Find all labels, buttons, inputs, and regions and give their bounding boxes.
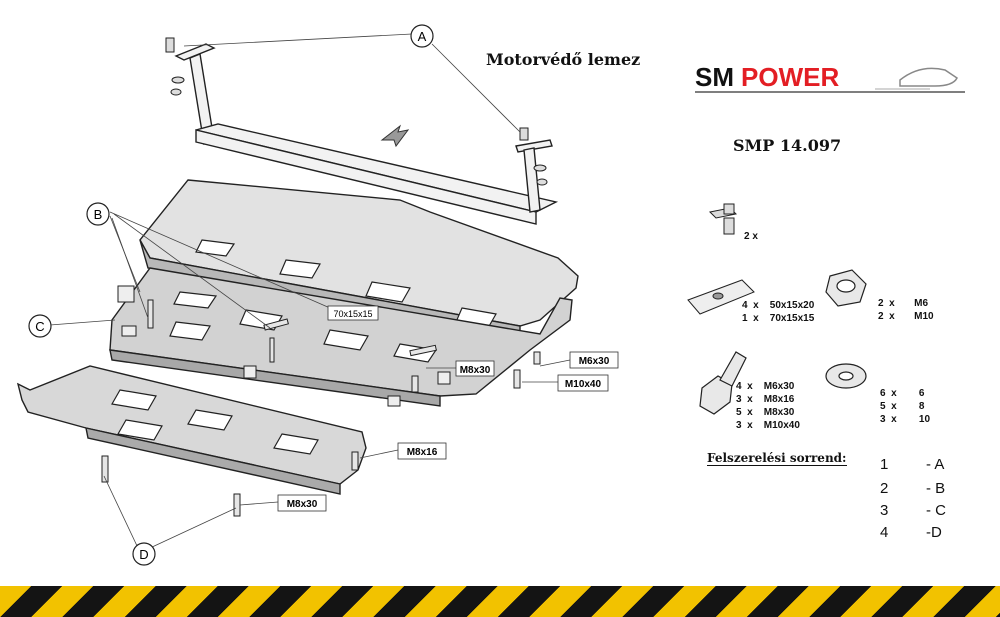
- install-step-num: 2: [880, 480, 889, 497]
- direction-arrow-icon: [382, 126, 408, 146]
- install-step: [880, 480, 960, 500]
- kit-bolts: [736, 380, 800, 432]
- smpower-logo: [695, 58, 965, 98]
- svg-text:M8x30: M8x30: [286, 499, 318, 510]
- kit-washer-line: 3 x 10: [880, 414, 931, 425]
- logo-text-power: POWER: [741, 62, 840, 92]
- kit-washer-line: 5 x 8: [880, 401, 925, 412]
- kit-plate-line: 4 x 50x15x20: [742, 300, 815, 311]
- kit-washer-line: 6 x 6: [880, 388, 925, 399]
- callout-c: [29, 315, 51, 337]
- kit-nut-line: 2 x M10: [878, 311, 934, 322]
- install-step: [880, 502, 960, 522]
- logo-text-sm: SM: [695, 62, 734, 92]
- kit-bolt-line: 3 x M8x16: [736, 394, 795, 405]
- install-step: [880, 456, 960, 476]
- install-step-letter: - B: [926, 480, 946, 497]
- kit-bolt-line: 5 x M8x30: [736, 407, 795, 418]
- kit-bolt-line: 4 x M6x30: [736, 381, 795, 392]
- washer-icon: [826, 364, 866, 388]
- install-order-title: Felszerelési sorrend:: [707, 451, 847, 465]
- label-m8x30-front: [456, 361, 494, 376]
- kit-nut-line: 2 x M6: [878, 298, 929, 309]
- label-m6x30: [570, 352, 618, 368]
- label-m8x30-rear: [278, 495, 326, 511]
- callout-a: [411, 25, 433, 47]
- kit-illustrations: [680, 200, 1000, 450]
- nut-icon: [826, 270, 866, 306]
- kit-washers: [880, 387, 930, 426]
- callout-b-label: B: [93, 207, 103, 222]
- page-title: Motorvédő lemez: [486, 50, 641, 69]
- callout-a-label: A: [417, 29, 427, 44]
- callout-d: [133, 543, 155, 565]
- install-step-letter: - A: [926, 456, 945, 473]
- install-step-num: 3: [880, 502, 889, 519]
- callout-c-label: C: [35, 319, 45, 334]
- svg-text:70x15x15: 70x15x15: [333, 309, 373, 319]
- kit-bracket-qty: 2 x: [744, 231, 758, 242]
- label-m8x16: [398, 443, 446, 459]
- kit-plate-line: 1 x 70x15x15: [742, 313, 815, 324]
- kit-bolt-line: 3 x M10x40: [736, 420, 800, 431]
- kit-nuts: [878, 297, 934, 323]
- product-code: SMP 14.097: [733, 136, 842, 155]
- svg-text:M6x30: M6x30: [578, 356, 610, 367]
- callout-d-label: D: [139, 547, 149, 562]
- install-step-num: 1: [880, 456, 889, 473]
- install-step-num: 4: [880, 524, 889, 541]
- label-70x15x15: [328, 306, 378, 320]
- callout-b: [87, 203, 109, 225]
- svg-text:M8x16: M8x16: [406, 447, 438, 458]
- install-order-list: [880, 456, 960, 546]
- hazard-stripe: [0, 586, 1000, 617]
- svg-text:M8x30: M8x30: [459, 365, 491, 376]
- install-step: [880, 524, 960, 544]
- install-step-letter: -D: [926, 524, 942, 541]
- label-m10x40: [558, 375, 608, 391]
- install-step-letter: - C: [926, 502, 946, 519]
- bracket-clip-icon: [710, 204, 736, 234]
- kit-plates: [742, 299, 814, 325]
- svg-text:M10x40: M10x40: [564, 379, 602, 390]
